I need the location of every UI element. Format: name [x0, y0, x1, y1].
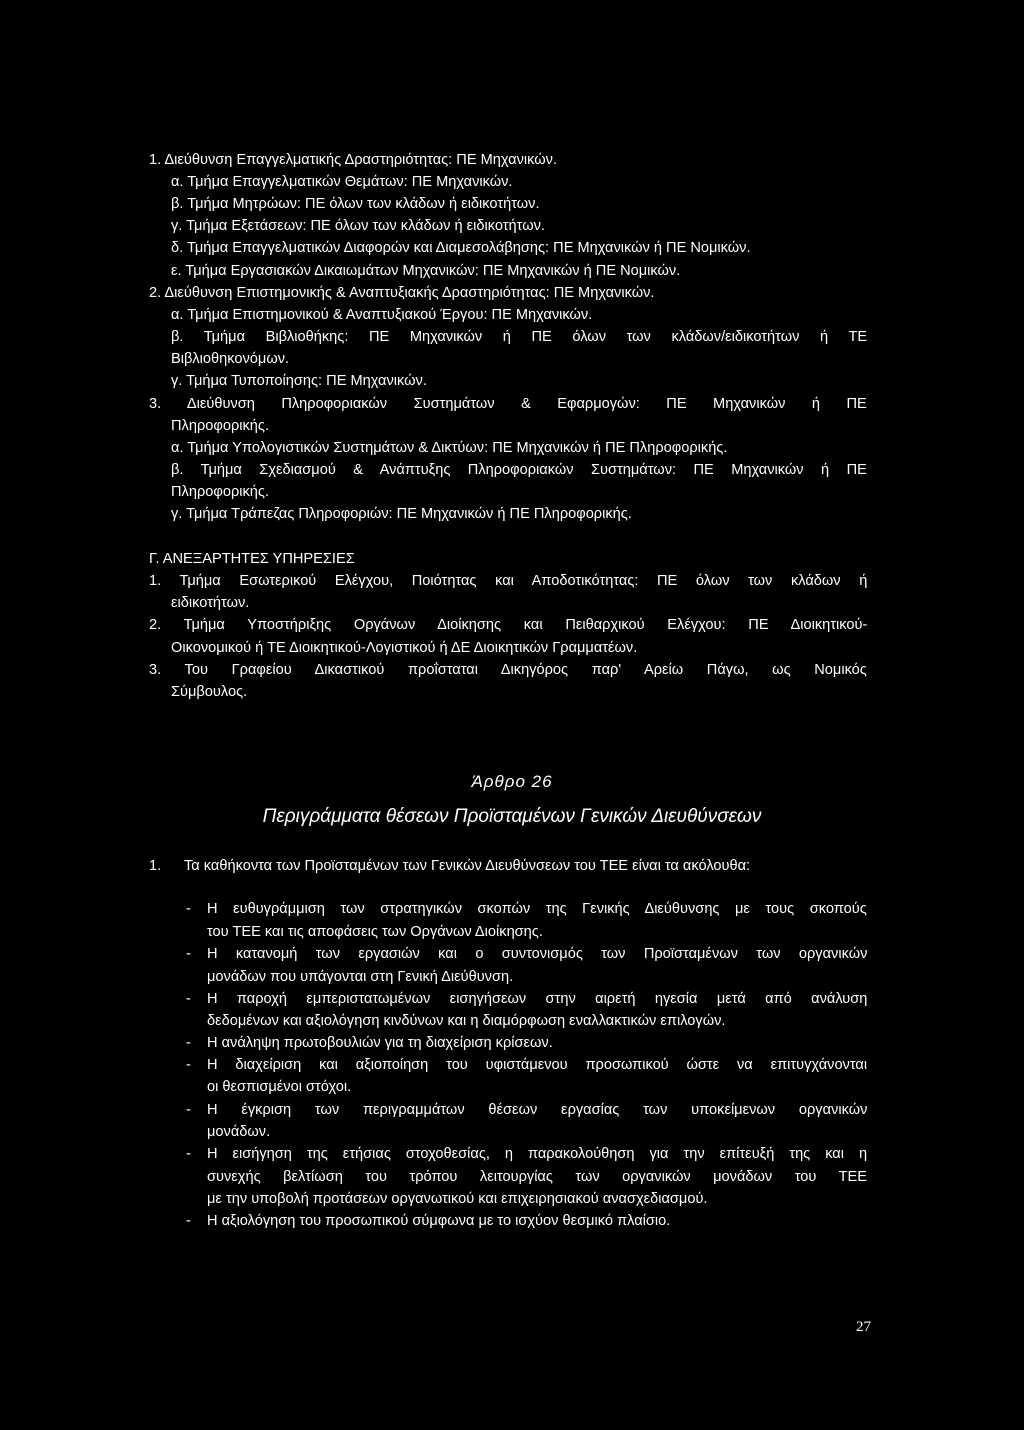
section-c-item-3-line1: 3. Του Γραφείου Δικαστικού προΐσταται Δικηγόρος παρ' Αρείω Πάγω, ως Νομικός — [149, 662, 867, 678]
item-2a: α. Τμήμα Επιστημονικού & Αναπτυξιακού Έργου: ΠΕ Μηχανικών. — [171, 307, 593, 323]
item-3a: α. Τμήμα Υπολογιστικών Συστημάτων & Δικτύων: ΠΕ Μηχανικών ή ΠΕ Πληροφορικής. — [171, 440, 728, 456]
section-c-item-3-line2: Σύμβουλος. — [171, 684, 248, 700]
bullet-dash: - — [186, 901, 191, 917]
item-1e: ε. Τμήμα Εργασιακών Δικαιωμάτων Μηχανικών: ΠΕ Μηχανικών ή ΠΕ Νομικών. — [171, 263, 681, 279]
duty-7-line1: Η εισήγηση της ετήσιας στοχοθεσίας, η παρακολούθηση για την επίτευξή της και η — [207, 1146, 868, 1162]
duty-6-line1: Η έγκριση των περιγραμμάτων θέσεων εργασίας των υποκείμενων οργανικών — [207, 1102, 868, 1118]
item-1d: δ. Τμήμα Επαγγελματικών Διαφορών και Διαμεσολάβησης: ΠΕ Μηχανικών ή ΠΕ Νομικών. — [171, 240, 751, 256]
page-number: 27 — [856, 1319, 871, 1335]
duty-3-line1: Η παροχή εμπεριστατωμένων εισηγήσεων στην αιρετή ηγεσία μετά από ανάλυση — [207, 991, 868, 1007]
item-3-directorate-line2: Πληροφορικής. — [171, 418, 269, 434]
bullet-dash: - — [186, 946, 191, 962]
section-c-heading: Γ. ΑΝΕΞΑΡΤΗΤΕΣ ΥΠΗΡΕΣΙΕΣ — [149, 551, 355, 567]
duty-7-line3: με την υποβολή προτάσεων οργανωτικού και επιχειρησιακού ανασχεδιασμού. — [207, 1191, 708, 1207]
section-c-item-1-line1: 1. Τμήμα Εσωτερικού Ελέγχου, Ποιότητας και Αποδοτικότητας: ΠΕ όλων των κλάδων ή — [149, 573, 868, 589]
item-1c: γ. Τμήμα Εξετάσεων: ΠΕ όλων των κλάδων ή ειδικοτήτων. — [171, 218, 545, 234]
bullet-dash: - — [186, 1146, 191, 1162]
item-2b-line1: β. Τμήμα Βιβλιοθήκης: ΠΕ Μηχανικών ή ΠΕ όλων των κλάδων/ειδικοτήτων ή ΤΕ — [171, 329, 868, 345]
article-number: Άρθρο 26 — [471, 772, 553, 791]
article-title: Περιγράμματα θέσεων Προϊσταμένων Γενικών Διευθύνσεων — [262, 806, 762, 827]
item-2-directorate: 2. Διεύθυνση Επιστημονικής & Αναπτυξιακής Δραστηριότητας: ΠΕ Μηχανικών. — [149, 285, 655, 301]
bullet-dash: - — [186, 1057, 191, 1073]
duties-intro-number: 1. — [149, 858, 162, 874]
duty-8: Η αξιολόγηση του προσωπικού σύμφωνα με το ισχύον θεσμικό πλαίσιο. — [207, 1213, 671, 1229]
item-1-directorate: 1. Διεύθυνση Επαγγελματικής Δραστηριότητας: ΠΕ Μηχανικών. — [149, 152, 558, 168]
duty-4: Η ανάληψη πρωτοβουλιών για τη διαχείριση κρίσεων. — [207, 1035, 553, 1051]
item-1a: α. Τμήμα Επαγγελματικών Θεμάτων: ΠΕ Μηχανικών. — [171, 174, 513, 190]
duty-2-line1: Η κατανομή των εργασιών και ο συντονισμός των Προϊσταμένων των οργανικών — [207, 946, 868, 962]
item-2b-line2: Βιβλιοθηκονόμων. — [171, 351, 290, 367]
item-3c: γ. Τμήμα Τράπεζας Πληροφοριών: ΠΕ Μηχανικών ή ΠΕ Πληροφορικής. — [171, 506, 632, 522]
section-c-item-1-line2: ειδικοτήτων. — [171, 595, 250, 611]
duty-2-line2: μονάδων που υπάγονται στη Γενική Διεύθυνση. — [207, 969, 514, 985]
duties-intro: Τα καθήκοντα των Προϊσταμένων των Γενικών Διευθύνσεων του ΤΕΕ είναι τα ακόλουθα: — [184, 858, 751, 874]
bullet-dash: - — [186, 1213, 191, 1229]
item-1b: β. Τμήμα Μητρώων: ΠΕ όλων των κλάδων ή ειδικοτήτων. — [171, 196, 540, 212]
section-c-item-2-line1: 2. Τμήμα Υποστήριξης Οργάνων Διοίκησης και Πειθαρχικού Ελέγχου: ΠΕ Διοικητικού- — [149, 617, 868, 633]
item-3-directorate-line1: 3. Διεύθυνση Πληροφοριακών Συστημάτων & Εφαρμογών: ΠΕ Μηχανικών ή ΠΕ — [149, 396, 867, 412]
item-2c: γ. Τμήμα Τυποποίησης: ΠΕ Μηχανικών. — [171, 373, 427, 389]
duty-3-line2: δεδομένων και αξιολόγηση κινδύνων και η διαμόρφωση εναλλακτικών επιλογών. — [207, 1013, 726, 1029]
duty-5-line1: Η διαχείριση και αξιοποίηση του υφιστάμενου προσωπικού ώστε να επιτυγχάνονται — [207, 1057, 868, 1073]
item-3b-line1: β. Τμήμα Σχεδιασμού & Ανάπτυξης Πληροφοριακών Συστημάτων: ΠΕ Μηχανικών ή ΠΕ — [171, 462, 867, 478]
duty-1-line2: του ΤΕΕ και τις αποφάσεις των Οργάνων Διοίκησης. — [207, 924, 543, 940]
section-c-item-2-line2: Οικονομικού ή ΤΕ Διοικητικού-Λογιστικού ή ΔΕ Διοικητικών Γραμματέων. — [171, 640, 638, 656]
bullet-dash: - — [186, 991, 191, 1007]
duty-7-line2: συνεχής βελτίωση του τρόπου λειτουργίας των οργανικών μονάδων του ΤΕΕ — [207, 1169, 867, 1185]
bullet-dash: - — [186, 1102, 191, 1118]
item-3b-line2: Πληροφορικής. — [171, 484, 269, 500]
duty-1-line1: Η ευθυγράμμιση των στρατηγικών σκοπών της Γενικής Διεύθυνσης με τους σκοπούς — [207, 901, 867, 917]
bullet-dash: - — [186, 1035, 191, 1051]
duty-5-line2: οι θεσπισμένοι στόχοι. — [207, 1079, 352, 1095]
duty-6-line2: μονάδων. — [207, 1124, 271, 1140]
